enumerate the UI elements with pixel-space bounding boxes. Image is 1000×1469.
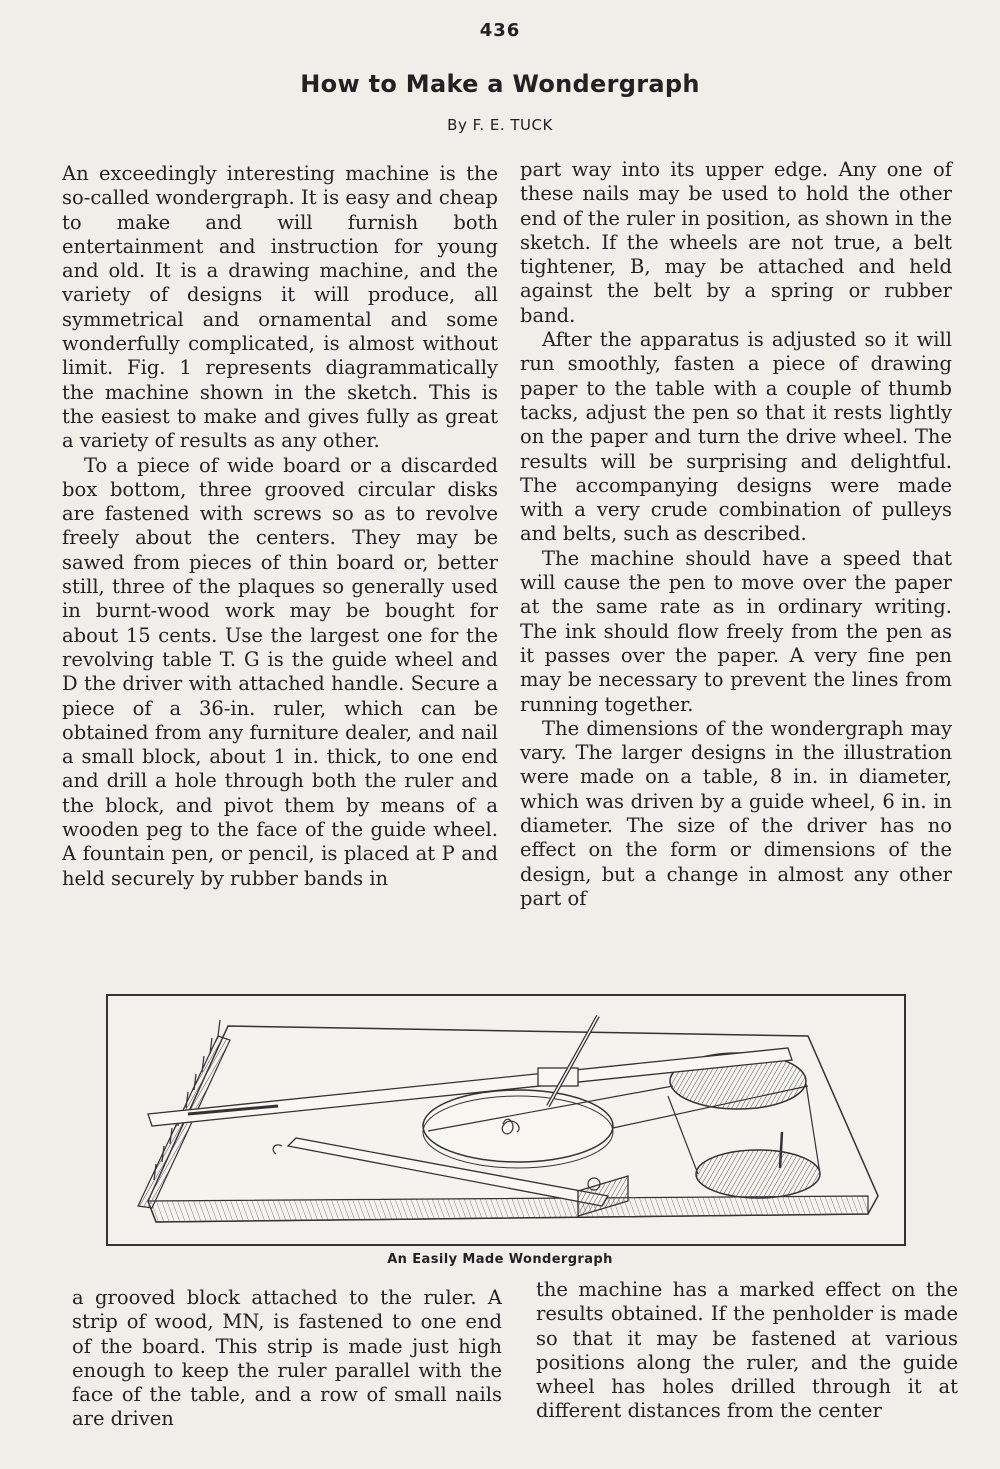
driver-wheel <box>696 1150 820 1198</box>
column-top-right <box>520 158 952 911</box>
ruler-block <box>538 1068 578 1086</box>
paragraph: After the apparatus is adjusted so it will run smoothly, fasten a piece of drawing paper to the table with a couple of thumb tacks, adjust the pen so that it rests lightly on the paper and turn the drive wheel. The results will be surprising and delightful. The accompanying designs were made with a very crude combination of pulleys and belts, such as described. <box>520 328 952 546</box>
column-bottom-left <box>72 1286 502 1432</box>
paragraph: The machine should have a speed that will cause the pen to move over the paper at the same rate as in ordinary writing. The ink should flow freely from the pen as it passes over the paper. A very fine pen may be necessary to prevent the lines from running together. <box>520 546 952 716</box>
wondergraph-drawing <box>108 996 904 1244</box>
byline: By F. E. TUCK <box>447 116 553 134</box>
article-title: How to Make a Wondergraph <box>300 70 700 98</box>
base-board-edge <box>148 1196 868 1222</box>
paragraph: An exceedingly interesting machine is the so-called wondergraph. It is easy and cheap to make and will furnish both entertainment and instruction for young and old. It is a drawing machine, and the variety of designs it will produce, all symmetrical and ornamental and some wonderfully complicated, is almost without limit. Fig. 1 represents diagrammatically the machine shown in the sketch. This is the easiest to make and gives fully as great a variety of results as any other. <box>62 162 498 453</box>
column-top-left <box>62 162 498 891</box>
paragraph: a grooved block attached to the ruler. A strip of wood, MN, is fastened to one end of the board. This strip is made just high enough to keep the ruler parallel with the face of the table, and a row of small nails are driven <box>72 1286 502 1431</box>
paragraph: part way into its upper edge. Any one of these nails may be used to hold the other end of the ruler in position, as shown in the sketch. If the wheels are not true, a belt tightener, B, may be attached and held against the belt by a spring or rubber band. <box>520 158 952 327</box>
wondergraph-illustration <box>106 994 906 1246</box>
column-bottom-right <box>536 1278 958 1424</box>
paragraph: the machine has a marked effect on the results obtained. If the penholder is made so that it may be fastened at various positions along the ruler, and the guide wheel has holes drilled through it at different distances from the center <box>536 1278 958 1423</box>
paragraph: The dimensions of the wondergraph may vary. The larger designs in the illustration were made on a table, 8 in. in diameter, which was driven by a guide wheel, 6 in. in diameter. The size of the driver has no effect on the form or dimensions of the design, but a change in almost any other part of <box>520 716 952 910</box>
page-number: 436 <box>479 20 521 41</box>
paragraph: To a piece of wide board or a discarded box bottom, three grooved circular disks are fastened with screws so as to revolve freely about the centers. They may be sawed from pieces of thin board or, better still, three of the plaques so generally used in burnt-wood work may be bought for about 15 cents. Use the largest one for the revolving table T. G is the guide wheel and D the driver with attached handle. Secure a piece of a 36-in. ruler, which can be obtained from any furniture dealer, and nail a small block, about 1 in. thick, to one end and drill a hole through both the ruler and the block, and pivot them by means of a wooden peg to the face of the guide wheel. A fountain pen, or pencil, is placed at P and held securely by rubber bands in <box>62 453 498 890</box>
figure-caption: An Easily Made Wondergraph <box>387 1252 613 1267</box>
